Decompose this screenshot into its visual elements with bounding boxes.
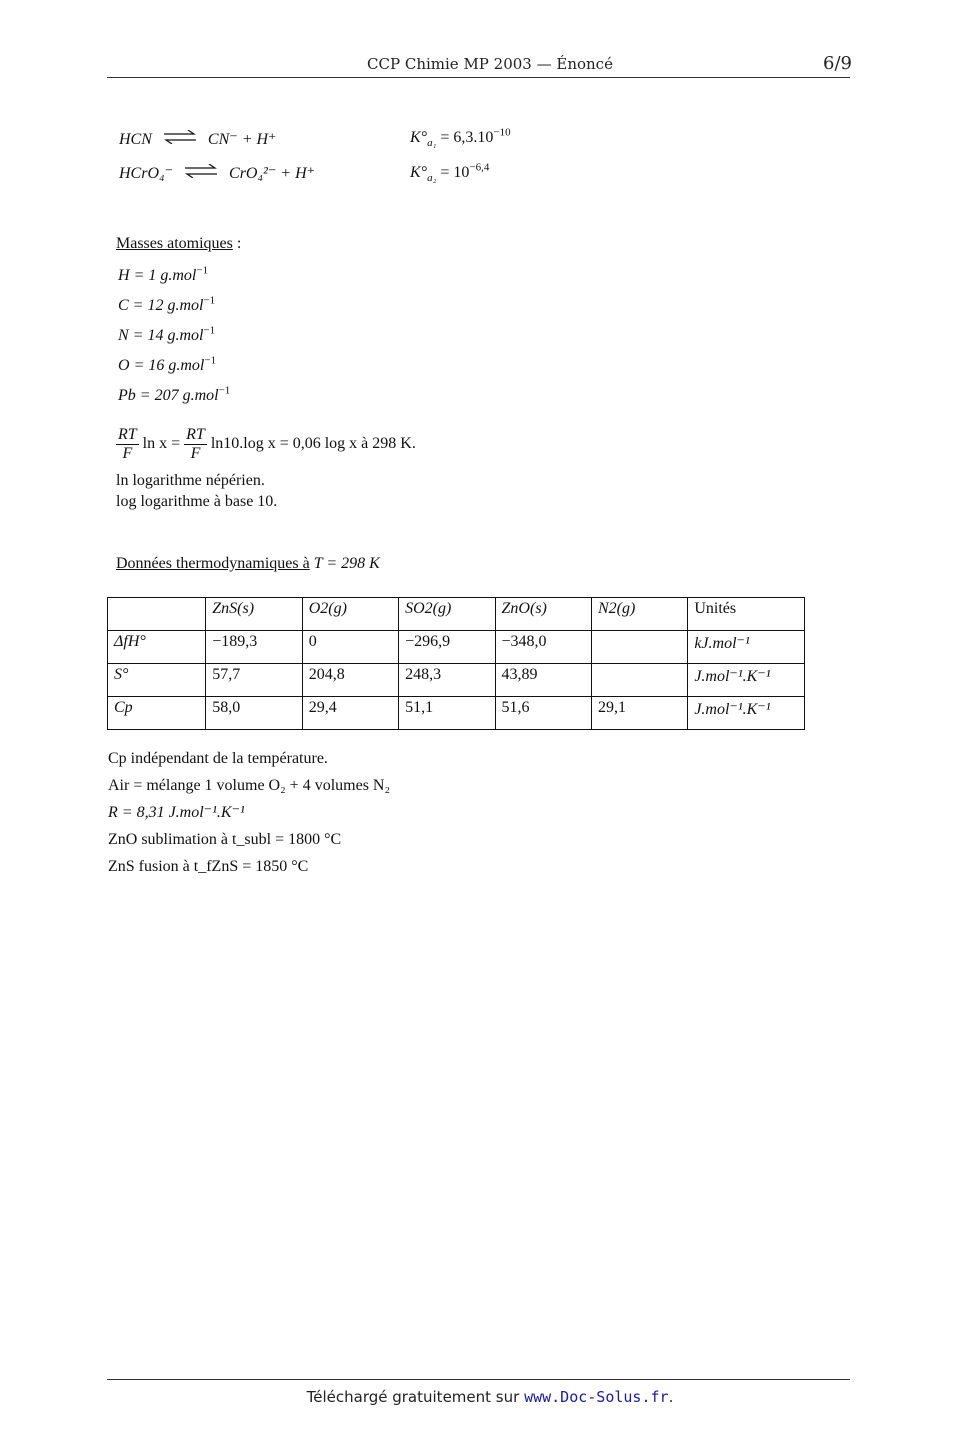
mass-value: = 207 g.mol: [139, 387, 219, 404]
note-item: ZnO sublimation à t_subl = 1800 °C: [108, 831, 342, 848]
unit-cell: kJ.mol⁻¹: [688, 631, 805, 664]
mass-element: N: [118, 327, 129, 344]
mass-element: H: [118, 267, 130, 284]
mass-value: = 14 g.mol: [132, 327, 204, 344]
equilibrium-2: [119, 164, 315, 184]
table-cell: −296,9: [399, 631, 495, 664]
ka2-exp: −6,4: [469, 161, 490, 174]
header-rule: [107, 77, 850, 78]
table-cell: 29,1: [591, 697, 687, 730]
header-title: CCP Chimie MP 2003 — Énoncé: [367, 55, 613, 73]
note-item: R = 8,31 J.mol⁻¹.K⁻¹: [108, 804, 245, 821]
table-cell: −348,0: [495, 631, 591, 664]
ka1-value: = 6,3.10: [440, 129, 494, 146]
log-part2: ln10.log x = 0,06 log x à 298 K.: [210, 435, 416, 453]
table-cell: [591, 631, 687, 664]
masses-colon: :: [236, 235, 242, 252]
eq1-left: HCN: [119, 131, 152, 148]
table-cell: 58,0: [206, 697, 302, 730]
table-header-cell: N2(g): [591, 598, 687, 631]
table-cell: [591, 664, 687, 697]
table-header-cell: ZnS(s): [206, 598, 302, 631]
note-item: Cp indépendant de la température.: [108, 750, 328, 767]
table-header-cell: [108, 598, 206, 631]
ka1-sub: a₁: [427, 137, 437, 150]
thermo-table: [107, 597, 805, 730]
table-cell: 0: [302, 631, 398, 664]
table-row: [108, 664, 805, 697]
table-row: [108, 697, 805, 730]
mass-item: [118, 351, 230, 381]
fraction-rt-f: [184, 426, 207, 463]
thermo-temp: T = 298 K: [313, 555, 380, 572]
mass-value: = 12 g.mol: [132, 297, 204, 314]
ka1-constant: [410, 128, 511, 148]
fraction-den: F: [122, 445, 133, 462]
table-header-cell: ZnO(s): [495, 598, 591, 631]
ka1-label: K°: [410, 129, 428, 146]
table-cell: 57,7: [206, 664, 302, 697]
table-cell: 29,4: [302, 697, 398, 730]
eq1-right: CN⁻ + H⁺: [207, 131, 277, 148]
table-cell: 248,3: [399, 664, 495, 697]
equilibrium-1: [119, 130, 277, 150]
masses-list: [118, 261, 230, 411]
unit-cell: J.mol⁻¹.K⁻¹: [688, 697, 805, 730]
footer-end: .: [668, 1388, 674, 1406]
fraction-num: RT: [118, 426, 137, 443]
log-note: log logarithme à base 10.: [116, 493, 278, 510]
ka2-constant: [410, 163, 489, 183]
unit-cell: J.mol⁻¹.K⁻¹: [688, 664, 805, 697]
mass-element: C: [118, 297, 129, 314]
mass-value: = 1 g.mol: [133, 267, 197, 284]
table-cell: 51,1: [399, 697, 495, 730]
page-number: 6/9: [823, 53, 852, 74]
mass-element: O: [118, 357, 130, 374]
table-header-cell: Unités: [688, 598, 805, 631]
ka1-exp: −10: [493, 126, 511, 139]
notes: [108, 745, 390, 880]
log-formula: [116, 426, 416, 463]
footer-rule: [107, 1379, 850, 1380]
mass-exp: −1: [203, 294, 216, 307]
masses-heading: [116, 234, 241, 254]
mass-value: = 16 g.mol: [133, 357, 205, 374]
mass-item: [118, 381, 230, 411]
ka2-sub: a₂: [427, 172, 437, 185]
mass-element: Pb: [118, 387, 136, 404]
footer: [0, 1388, 980, 1406]
table-cell: 51,6: [495, 697, 591, 730]
fraction-rt-f: [116, 426, 139, 463]
eq2-right: CrO₄²⁻ + H⁺: [229, 165, 316, 182]
mass-item: [118, 291, 230, 321]
log-part1: ln x =: [142, 435, 181, 453]
row-label: Cp: [108, 697, 206, 730]
mass-exp: −1: [218, 384, 231, 397]
table-cell: 204,8: [302, 664, 398, 697]
ln-note: ln logarithme népérien.: [116, 472, 265, 489]
footer-text: Téléchargé gratuitement sur: [306, 1388, 520, 1406]
table-cell: −189,3: [206, 631, 302, 664]
footer-link[interactable]: www.Doc-Solus.fr: [524, 1388, 669, 1406]
mass-item: [118, 261, 230, 291]
table-header-cell: SO2(g): [399, 598, 495, 631]
row-label: S°: [108, 664, 206, 697]
thermo-title: Données thermodynamiques à: [116, 555, 310, 572]
ka2-label: K°: [410, 164, 428, 181]
ka2-value: = 10: [440, 164, 470, 181]
table-cell: 43,89: [495, 664, 591, 697]
mass-exp: −1: [204, 354, 217, 367]
equilibrium-arrows-icon: [183, 164, 219, 184]
table-header-cell: O2(g): [302, 598, 398, 631]
table-header-row: [108, 598, 805, 631]
note-item: ZnS fusion à t_fZnS = 1850 °C: [108, 858, 309, 875]
thermo-heading: [116, 554, 380, 574]
eq2-left: HCrO₄⁻: [119, 165, 174, 182]
mass-exp: −1: [203, 324, 216, 337]
mass-exp: −1: [196, 264, 209, 277]
note-item: Air = mélange 1 volume O₂ + 4 volumes N₂: [108, 777, 391, 794]
mass-item: [118, 321, 230, 351]
fraction-num: RT: [186, 426, 205, 443]
masses-title: Masses atomiques: [116, 235, 233, 252]
fraction-den: F: [190, 445, 201, 462]
row-label: ΔfH°: [108, 631, 206, 664]
table-row: [108, 631, 805, 664]
equilibrium-arrows-icon: [162, 130, 198, 150]
